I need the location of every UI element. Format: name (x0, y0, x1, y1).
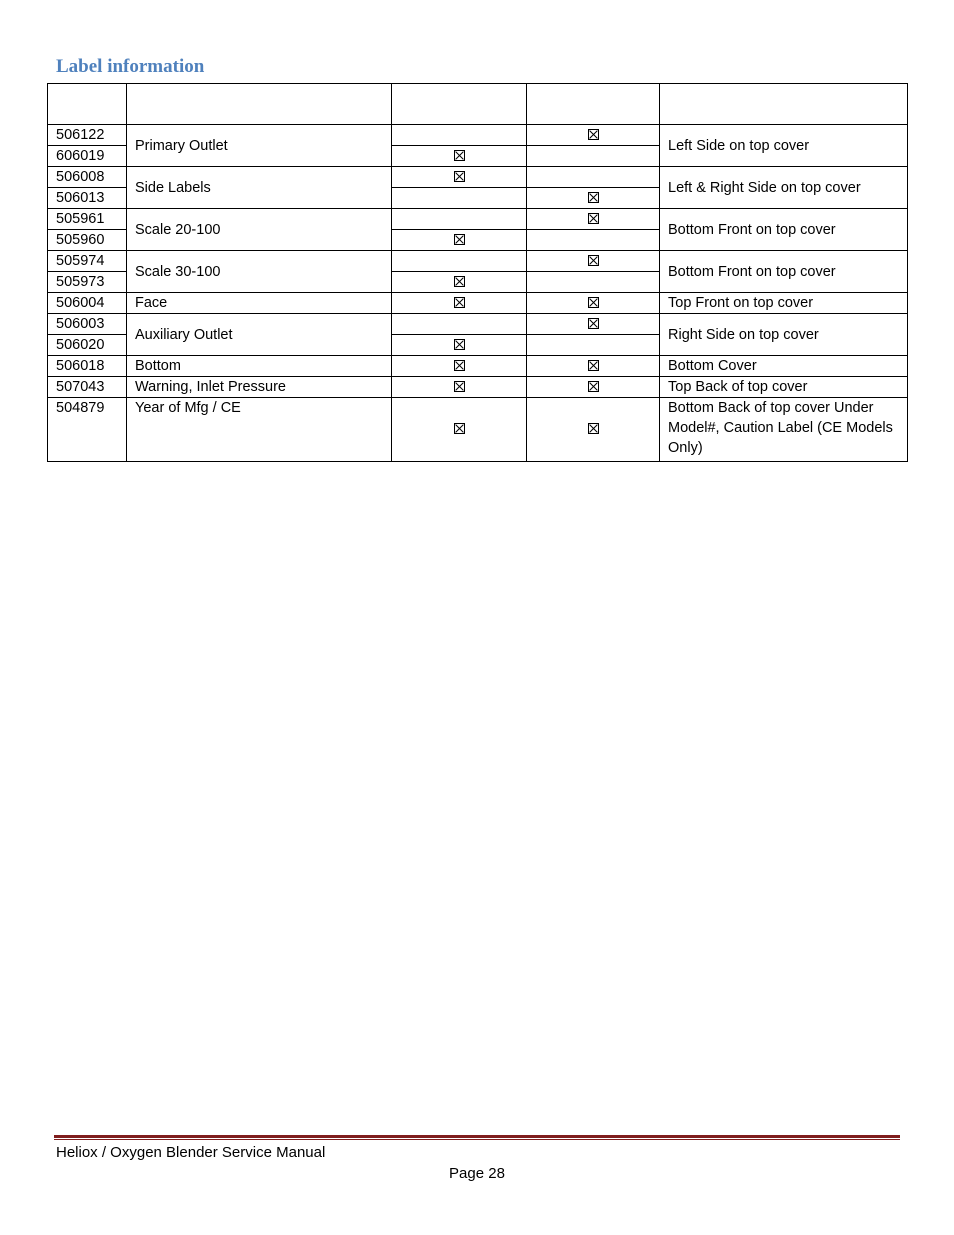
checked-box-icon (588, 423, 599, 434)
label-table (47, 83, 908, 462)
checked-box-icon (454, 339, 465, 350)
checkbox-cell (392, 377, 527, 398)
label-description: Warning, Inlet Pressure (127, 377, 392, 398)
header-cell (48, 84, 127, 125)
table-row (48, 356, 908, 377)
checkbox-cell (527, 125, 660, 146)
part-number: 506122 (48, 125, 127, 146)
checked-box-icon (588, 381, 599, 392)
table-row (48, 251, 908, 272)
label-location: Bottom Front on top cover (660, 251, 908, 293)
part-number: 506020 (48, 335, 127, 356)
label-description: Side Labels (127, 167, 392, 209)
checkbox-cell (392, 272, 527, 293)
part-number: 506003 (48, 314, 127, 335)
label-location: Left & Right Side on top cover (660, 167, 908, 209)
checkbox-cell (392, 356, 527, 377)
footer-manual-title: Heliox / Oxygen Blender Service Manual (56, 1144, 326, 1161)
checked-box-icon (454, 360, 465, 371)
checkbox-cell (392, 209, 527, 230)
part-number: 505974 (48, 251, 127, 272)
checked-box-icon (588, 255, 599, 266)
table-row (48, 209, 908, 230)
checked-box-icon (454, 297, 465, 308)
footer-rule-thin (54, 1139, 900, 1140)
checkbox-cell (527, 293, 660, 314)
label-description: Bottom (127, 356, 392, 377)
checked-box-icon (454, 276, 465, 287)
header-cell (127, 84, 392, 125)
part-number: 506008 (48, 167, 127, 188)
checkbox-cell (392, 125, 527, 146)
label-description: Face (127, 293, 392, 314)
part-number: 506004 (48, 293, 127, 314)
label-description: Primary Outlet (127, 125, 392, 167)
label-description: Scale 30-100 (127, 251, 392, 293)
checkbox-cell (527, 272, 660, 293)
checkbox-cell (392, 314, 527, 335)
part-number: 504879 (48, 398, 127, 462)
part-number: 505960 (48, 230, 127, 251)
label-location: Right Side on top cover (660, 314, 908, 356)
table-row (48, 167, 908, 188)
footer-page-number: Page 28 (449, 1165, 505, 1182)
checked-box-icon (454, 234, 465, 245)
label-description: Scale 20-100 (127, 209, 392, 251)
checkbox-cell (527, 251, 660, 272)
part-number: 506013 (48, 188, 127, 209)
table-row (48, 398, 908, 462)
table-header-row (48, 84, 908, 125)
checkbox-cell (527, 146, 660, 167)
checkbox-cell (527, 167, 660, 188)
label-location: Top Front on top cover (660, 293, 908, 314)
checkbox-cell (392, 251, 527, 272)
checkbox-cell (527, 356, 660, 377)
label-location: Bottom Back of top cover Under Model#, Caution Label (CE Models Only) (660, 398, 908, 462)
header-cell (392, 84, 527, 125)
table-row (48, 293, 908, 314)
checked-box-icon (454, 150, 465, 161)
table-row (48, 314, 908, 335)
part-number: 506018 (48, 356, 127, 377)
checked-box-icon (454, 381, 465, 392)
table-row (48, 377, 908, 398)
checked-box-icon (454, 423, 465, 434)
checked-box-icon (588, 297, 599, 308)
table-row (48, 125, 908, 146)
label-description: Year of Mfg / CE (127, 398, 392, 462)
checked-box-icon (588, 129, 599, 140)
part-number: 507043 (48, 377, 127, 398)
checkbox-cell (527, 398, 660, 462)
header-cell (660, 84, 908, 125)
footer-rule (54, 1135, 900, 1138)
label-location: Left Side on top cover (660, 125, 908, 167)
part-number: 505961 (48, 209, 127, 230)
checkbox-cell (392, 230, 527, 251)
part-number: 606019 (48, 146, 127, 167)
label-location: Bottom Cover (660, 356, 908, 377)
checkbox-cell (527, 188, 660, 209)
checkbox-cell (527, 209, 660, 230)
checkbox-cell (527, 335, 660, 356)
checked-box-icon (454, 171, 465, 182)
checked-box-icon (588, 213, 599, 224)
checked-box-icon (588, 318, 599, 329)
label-description: Auxiliary Outlet (127, 314, 392, 356)
checkbox-cell (392, 188, 527, 209)
checkbox-cell (392, 335, 527, 356)
checkbox-cell (527, 377, 660, 398)
checkbox-cell (527, 314, 660, 335)
checkbox-cell (392, 398, 527, 462)
checked-box-icon (588, 360, 599, 371)
checkbox-cell (527, 230, 660, 251)
label-location: Bottom Front on top cover (660, 209, 908, 251)
checkbox-cell (392, 167, 527, 188)
label-location: Top Back of top cover (660, 377, 908, 398)
checkbox-cell (392, 146, 527, 167)
header-cell (527, 84, 660, 125)
checkbox-cell (392, 293, 527, 314)
section-heading: Label information (56, 56, 205, 77)
checked-box-icon (588, 192, 599, 203)
part-number: 505973 (48, 272, 127, 293)
